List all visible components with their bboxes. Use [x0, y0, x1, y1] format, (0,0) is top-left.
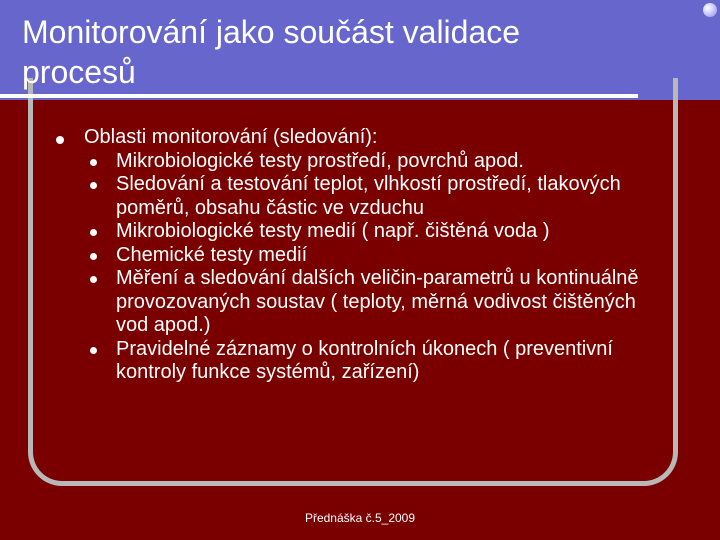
sub-bullet-5 — [84, 267, 656, 338]
sub-bullet-text: Mikrobiologické testy prostředí, povrchů apod. — [116, 149, 524, 172]
sub-bullet-list — [84, 150, 656, 385]
title-underline — [0, 94, 638, 98]
sub-bullet-text: Mikrobiologické testy medií ( např. čištěná voda ) — [116, 220, 550, 242]
main-bullet — [56, 126, 656, 385]
sub-bullet-icon — [90, 182, 97, 189]
sub-bullet-6 — [84, 338, 656, 385]
sub-bullet-2 — [84, 173, 656, 220]
sub-bullet-icon — [90, 276, 97, 283]
sub-bullet-text: Pravidelné záznamy o kontrolních úkonech ( preventivní kontroly funkce systémů, zařízení) — [116, 337, 613, 383]
sub-bullet-icon — [90, 159, 97, 166]
slide-footer: Přednáška č.5_2009 — [304, 511, 416, 525]
sub-bullet-icon — [90, 253, 97, 260]
bullet-icon — [56, 136, 64, 144]
sub-bullet-3 — [84, 220, 656, 244]
bullet-list — [56, 126, 656, 385]
sub-bullet-text: Měření a sledování dalších veličin-parametrů u kontinuálně provozovaných soustav ( teploty, měrná vodivost čištěných vod apod.) — [116, 267, 639, 336]
sub-bullet-text: Sledování a testování teplot, vlhkostí prostředí, tlakových poměrů, obsahu částic ve vzduchu — [116, 173, 621, 219]
sub-bullet-text: Chemické testy medií — [116, 243, 308, 266]
sub-bullet-icon — [90, 229, 97, 236]
corner-dot-icon — [703, 3, 717, 17]
main-bullet-text: Oblasti monitorování (sledování): — [84, 126, 378, 148]
sub-bullet-1 — [84, 150, 656, 174]
sub-bullet-icon — [90, 347, 97, 354]
sub-bullet-4 — [84, 244, 656, 268]
slide-title: Monitorování jako součást validace procesů — [22, 14, 521, 90]
